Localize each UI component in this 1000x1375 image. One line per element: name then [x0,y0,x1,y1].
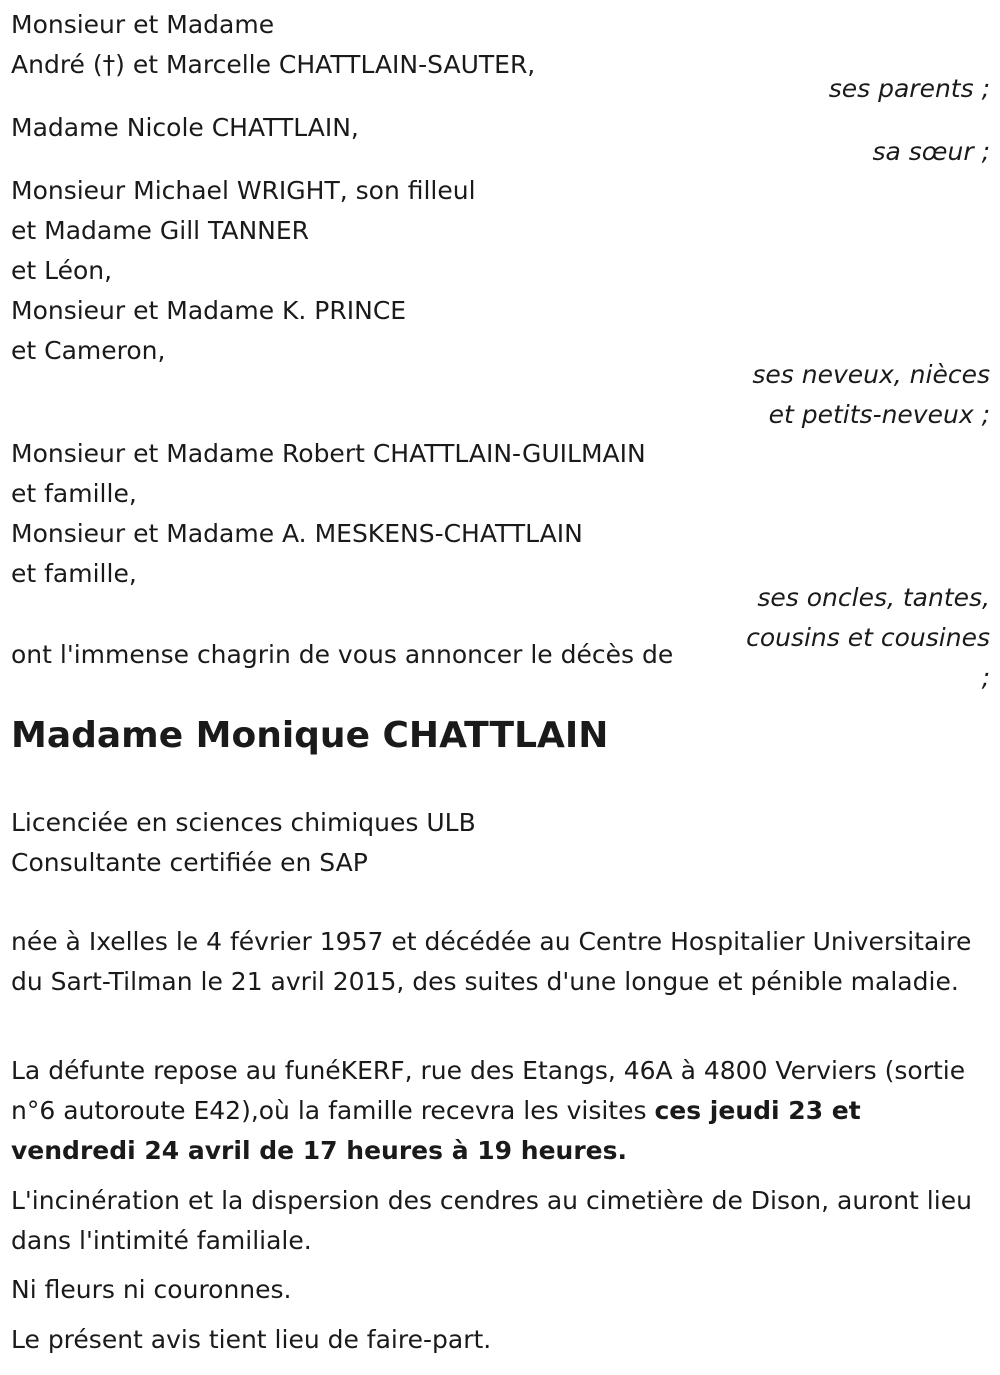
family-line: Madame Nicole CHATTLAIN, [11,113,359,142]
relation-label: cousins et cousines [746,623,990,652]
family-line: et Cameron, [11,336,166,365]
relation-label: ses neveux, nièces [752,360,990,389]
family-line: Monsieur Michael WRIGHT, son filleul [11,176,476,205]
family-line: et famille, [11,559,137,588]
deceased-title: Licenciée en sciences chimiques ULB [11,808,476,837]
relation-label: et petits-neveux ; [768,400,990,429]
announcement-text: ont l'immense chagrin de vous annoncer le décès de [11,640,674,669]
visits-text: La défunte repose au funéKERF, rue des Etangs, 46A à 4800 Verviers (sortie n°6 autoroute E42),où la famille recevra les visites [11,1056,966,1125]
family-line: et famille, [11,479,137,508]
visits-paragraph [11,1051,991,1171]
relation-label: ses oncles, tantes, [757,583,990,612]
notice-paragraph: Le présent avis tient lieu de faire-part. [11,1325,492,1354]
family-line: et Léon, [11,256,113,285]
family-line: Monsieur et Madame [11,10,275,39]
cremation-paragraph: L'incinération et la dispersion des cendres au cimetière de Dison, auront lieu dans l'intimité familiale. [11,1186,972,1255]
family-line: André (†) et Marcelle CHATTLAIN-SAUTER, [11,50,536,79]
family-line: Monsieur et Madame Robert CHATTLAIN-GUILMAIN [11,439,646,468]
family-line: Monsieur et Madame A. MESKENS-CHATTLAIN [11,519,583,548]
relation-label: ses parents ; [828,74,990,103]
flowers-paragraph: Ni fleurs ni couronnes. [11,1275,292,1304]
family-line: Monsieur et Madame K. PRINCE [11,296,407,325]
deceased-title: Consultante certifiée en SAP [11,848,368,877]
birth-death-paragraph: née à Ixelles le 4 février 1957 et décédée au Centre Hospitalier Universitaire du Sart-Tilman le 21 avril 2015, des suites d'une longue et pénible maladie. [11,927,972,996]
relation-label: ; [981,663,990,692]
family-line: et Madame Gill TANNER [11,216,310,245]
relation-label: sa sœur ; [872,137,990,166]
deceased-name: Madame Monique CHATTLAIN [11,715,609,756]
visits-dates: ces jeudi 23 et vendredi 24 avril de 17 heures à 19 heures. [11,1096,861,1165]
